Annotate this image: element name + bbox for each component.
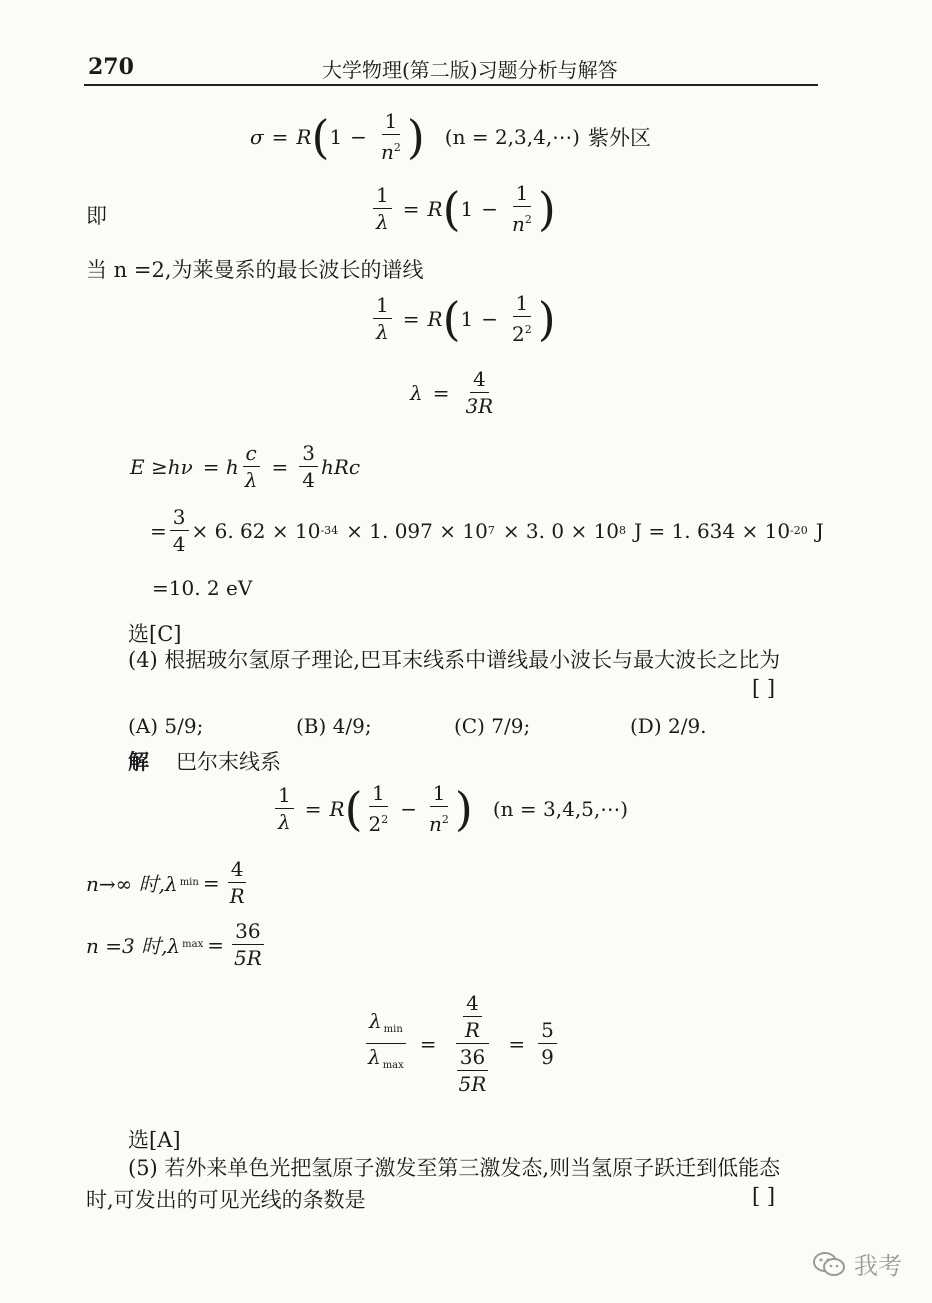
balmer-label: 巴尔末线系 bbox=[176, 750, 281, 774]
question-5-line1: (5) 若外来单色光把氢原子激发至第三激发态,则当氢原子跃迁到低能态 bbox=[128, 1156, 781, 1180]
one: 1 bbox=[329, 124, 343, 149]
sigma-symbol: σ bbox=[250, 124, 264, 149]
answer-bracket-4[interactable]: [ ] bbox=[752, 676, 776, 700]
lyman-text: 当 n =2,为莱曼系的最长波长的谱线 bbox=[86, 258, 424, 282]
answer-a: 选[A] bbox=[128, 1128, 181, 1152]
formula-ji: $\frac{1}{\lambda}$ = R ( 1 − $\frac{1}{n^2}$ ) bbox=[370, 180, 556, 237]
energy-ev: =10. 2 eV bbox=[152, 576, 253, 600]
question-4: (4) 根据玻尔氢原子理论,巴耳末线系中谱线最小波长与最大波长之比为 bbox=[128, 648, 781, 672]
condition: (n = 2,3,4,⋯) bbox=[444, 124, 580, 149]
eq-sign: = bbox=[271, 124, 289, 149]
header-rule bbox=[84, 84, 818, 86]
formula-lambda-min: n→∞ 时,λ min = $\frac{4}{R}$ bbox=[86, 857, 245, 908]
option-d[interactable]: (D) 2/9. bbox=[630, 714, 707, 738]
question-5-line2: 时,可发出的可见光线的条数是 bbox=[86, 1188, 366, 1212]
formula-balmer: $\frac{1}{\lambda}$ = R ( $\frac{1}{2^2}$ − $\frac{1}{n^2}$ ) (n = 3,4,5,⋯) bbox=[272, 780, 628, 837]
answer-bracket-5[interactable]: [ ] bbox=[752, 1184, 776, 1208]
watermark bbox=[812, 1246, 902, 1281]
formula-lambda-max: n =3 时,λ max = $\frac{36}{5R}$ bbox=[86, 919, 262, 970]
page-number: 270 bbox=[88, 54, 134, 80]
region-label: 紫外区 bbox=[588, 125, 651, 150]
fraction: $\frac{1}{n^2}$ bbox=[380, 109, 401, 164]
option-c[interactable]: (C) 7/9; bbox=[454, 714, 531, 738]
answer-c: 选[C] bbox=[128, 622, 182, 646]
formula-energy: E ≥hν = h $\frac{c}{\lambda}$ = $\frac{3}{4}$ hRc bbox=[130, 441, 361, 492]
wechat-icon bbox=[812, 1251, 846, 1277]
option-a[interactable]: (A) 5/9; bbox=[128, 714, 204, 738]
formula-lambda: λ = $\frac{4}{3R}$ bbox=[410, 367, 494, 418]
solution-label: 解 bbox=[128, 749, 149, 774]
rydberg-symbol: R bbox=[296, 124, 312, 149]
ji-label: 即 bbox=[86, 204, 107, 228]
formula-ratio: $\frac{\lambda _{min}}{\lambda _{max}}$ = $\frac{\frac{4}{R}}{\frac{36}{5R}}$ = $\frac{5}{9}$ bbox=[362, 990, 560, 1097]
option-b[interactable]: (B) 4/9; bbox=[296, 714, 372, 738]
watermark-text: 我考 bbox=[854, 1252, 902, 1280]
minus: − bbox=[350, 124, 367, 149]
book-title: 大学物理(第二版)习题分析与解答 bbox=[322, 58, 618, 82]
formula-sigma: σ = R ( 1 − $\frac{1}{n^2}$ ) (n = 2,3,4,⋯) 紫外区 bbox=[250, 109, 651, 164]
formula-energy-value: = $\frac{3}{4}$ × 6. 62 × 10 -34 × 1. 097 × 10 7 × 3. 0 × 10 8 J = 1. 634 × 10 -20 J bbox=[150, 505, 824, 556]
formula-lyman: $\frac{1}{\lambda}$ = R ( 1 − $\frac{1}{2^2}$ ) bbox=[370, 290, 556, 347]
